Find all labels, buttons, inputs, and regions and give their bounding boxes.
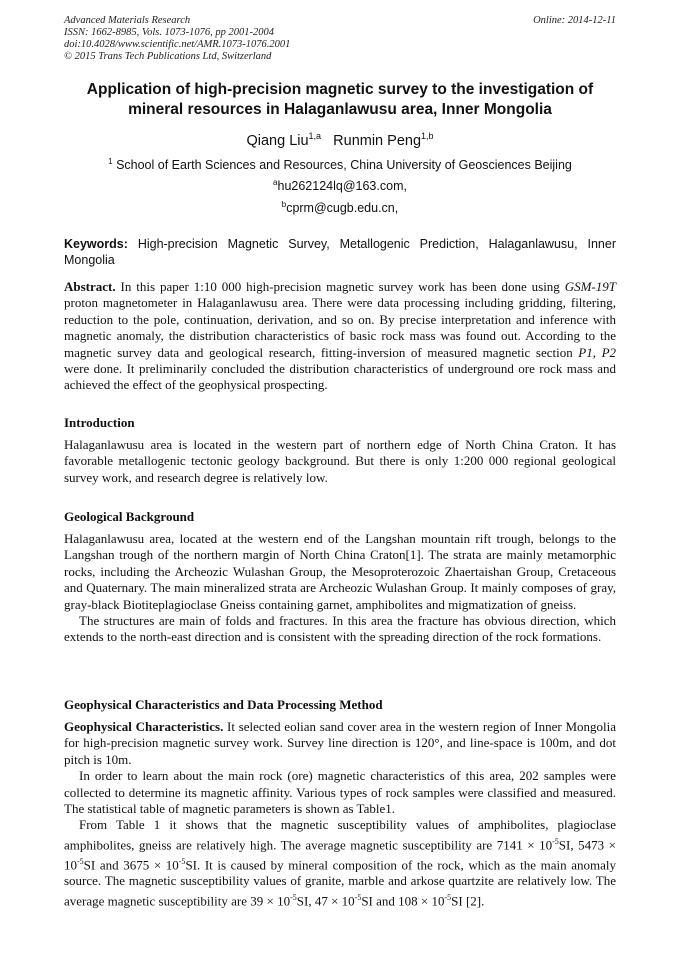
paper-title bbox=[64, 80, 616, 120]
abstract-text-3: , bbox=[592, 344, 602, 360]
keywords-label: Keywords: bbox=[64, 237, 128, 251]
keywords bbox=[64, 236, 616, 268]
abstract-section-p2: P2 bbox=[601, 344, 617, 360]
geophysics-text-3b: SI, 5473 × 10 bbox=[64, 837, 616, 872]
email-b-text: cprm@cugb.edu.cn, bbox=[286, 201, 399, 216]
author-2-sup: 1,b bbox=[421, 131, 434, 141]
geophysics-text-3d: SI. It is caused by mineral composition of the rock, which as the main anomaly source. The magnetic susceptibility values of granite, marble and arkose quartzite are relatively low. The average magnetic susceptibility are 39 × 10 bbox=[64, 856, 616, 909]
geology-paragraph-1: Halaganlawusu area, located at the western end of the Langshan mountain rift trough, belongs to the Langshan trough of the northern margin of North China Craton[1]. The strata are mainly metamorphic rocks, including the Archeozic Wulashan Group, the Mesoproterozoic Zhaertaishan Group, Cretaceous and Quaternary. The main mineralized strata are Archeozic Wulashan Group. It mainly composes of gray, gray-black Biotiteplagioclase Gneiss containing garnet, amphibolites and migmatization of gneiss. bbox=[64, 531, 616, 612]
abstract-text-1: In this paper 1:10 000 high-precision magnetic survey work has been done using bbox=[115, 279, 565, 294]
exponent: -5 bbox=[178, 856, 186, 866]
issn-line: ISSN: 1662-8985, Vols. 1073-1076, pp 2001-2004 bbox=[64, 27, 274, 38]
abstract bbox=[64, 279, 616, 394]
exponent: -5 bbox=[354, 892, 362, 902]
abstract-label: Abstract. bbox=[64, 279, 116, 294]
geology-body bbox=[64, 531, 616, 646]
geophysics-sub-label: Geophysical Characteristics. bbox=[64, 719, 224, 734]
geophysics-text-3g: SI [2]. bbox=[451, 893, 485, 909]
geology-paragraph-2: The structures are main of folds and fractures. In this area the fracture has obvious direction, which extends to the north-east direction and is consistent with the spreading direction of the rock formations. bbox=[64, 613, 616, 645]
abstract-section-p1: P1 bbox=[578, 344, 593, 360]
author-1-sup: 1,a bbox=[308, 131, 322, 141]
geophysics-paragraph-3 bbox=[64, 817, 616, 909]
copyright-line: © 2015 Trans Tech Publications Ltd, Switzerland bbox=[64, 51, 272, 62]
affiliation-1-sup: 1 bbox=[108, 157, 113, 166]
geophysics-heading: Geophysical Characteristics and Data Processing Method bbox=[64, 697, 383, 712]
exponent: -5 bbox=[552, 836, 559, 846]
geophysics-paragraph-1 bbox=[64, 719, 616, 768]
abstract-text-2: proton magnetometer in Halaganlawusu area. There were data processing including gridding, filtering, reduction to the pole, continuation, derivation, and so on. By precise interpretation and inference with magnetic anomaly, the distribution characteristics of basic rock mass was found out. According to the magnetic survey data and geological research, fitting-inversion of measured magnetic section bbox=[64, 295, 616, 360]
journal-name: Advanced Materials Research bbox=[64, 15, 191, 26]
online-date: Online: 2014-12-11 bbox=[533, 15, 616, 26]
author-2: Runmin Peng bbox=[333, 132, 422, 149]
introduction-body bbox=[64, 437, 616, 486]
author-1: Qiang Liu bbox=[246, 132, 309, 149]
geophysics-body bbox=[64, 719, 616, 909]
introduction-heading: Introduction bbox=[64, 415, 135, 430]
email-b bbox=[64, 200, 616, 215]
geology-heading: Geological Background bbox=[64, 509, 195, 524]
journal-header bbox=[64, 15, 616, 63]
exponent: -5 bbox=[290, 892, 297, 902]
geophysics-text-3e: SI, 47 × 10 bbox=[296, 893, 355, 909]
email-a bbox=[64, 178, 616, 193]
keywords-text: High-precision Magnetic Survey, Metallogenic Prediction, Halaganlawusu, Inner Mongolia bbox=[64, 237, 616, 267]
affiliation-1-text: School of Earth Sciences and Resources, China University of Geosciences Beijing bbox=[116, 158, 572, 173]
email-a-text: hu262124lq@163.com, bbox=[277, 179, 407, 194]
geophysics-text-3c: SI and 3675 × 10 bbox=[83, 856, 179, 872]
exponent: -5 bbox=[77, 856, 84, 866]
email-a-sup: a bbox=[273, 178, 278, 187]
geophysics-text-1: It selected eolian sand cover area in the western region of Inner Mongolia for high-precision magnetic survey work. Survey line direction is 120°, and line-space is 100m, and dot pitch is 10m. bbox=[64, 719, 616, 767]
geophysics-text-3a: From Table 1 it shows that the magnetic susceptibility values of amphibolites, plagioclase amphibolites, gneiss are relatively high. The average magnetic susceptibility are 7141 × 10 bbox=[64, 817, 616, 853]
author-list bbox=[64, 131, 616, 149]
doi-line: doi:10.4028/www.scientific.net/AMR.1073-1076.2001 bbox=[64, 39, 291, 50]
geophysics-paragraph-2: In order to learn about the main rock (ore) magnetic characteristics of this area, 202 samples were collected to determine its magnetic affinity. Various types of rock samples were classified and measured. The statistical table of magnetic parameters is shown as Table1. bbox=[64, 768, 616, 817]
abstract-text-4: were done. It preliminarily concluded the distribution characteristics of underground ore rock mass and achieved the effect of the geophysical prospecting. bbox=[64, 361, 616, 393]
title-line-2: mineral resources in Halaganlawusu area, Inner Mongolia bbox=[128, 101, 552, 118]
email-b-sup: b bbox=[281, 200, 287, 209]
geophysics-text-3f: SI and 108 × 10 bbox=[361, 893, 445, 909]
abstract-instrument: GSM-19T bbox=[564, 279, 616, 294]
introduction-paragraph: Halaganlawusu area is located in the western part of northern edge of North China Craton. It has favorable metallogenic tectonic geology background. But there is only 1:200 000 regional geological survey work, and research degree is relatively low. bbox=[64, 437, 616, 485]
exponent: -5 bbox=[444, 892, 452, 902]
title-line-1: Application of high-precision magnetic survey to the investigation of bbox=[86, 81, 594, 98]
affiliation-1 bbox=[64, 157, 616, 172]
